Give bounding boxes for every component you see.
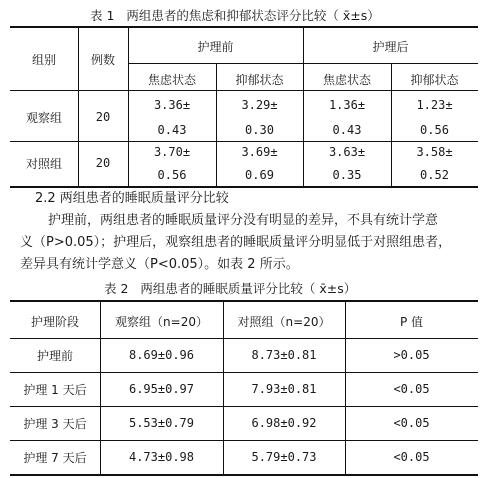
table2-cell-stage: 护理 1 天后 [23, 383, 87, 397]
table1-row-count: 20 [95, 110, 111, 124]
table2-row-rule [10, 406, 478, 407]
table2-top-rule [10, 300, 478, 302]
table2-caption-title: 两组患者的睡眠质量评分比较（ [140, 281, 316, 296]
table2-cell-obs: 5.53±0.79 [128, 416, 195, 430]
table1-cell: 0.52 [420, 168, 449, 182]
table2-cell-stage: 护理 7 天后 [23, 451, 87, 465]
table2-cell-ctrl: 8.73±0.81 [251, 348, 317, 362]
table1-header-after: 护理后 [372, 40, 409, 54]
table1-header-before: 护理前 [197, 40, 234, 54]
table1-cell: 3.58± [416, 145, 453, 159]
table2-cell-stage: 护理 3 天后 [23, 417, 87, 431]
table2-caption-stat: x̄±s [319, 281, 344, 296]
table1-header-rule [10, 90, 478, 91]
table1-cell: 0.56 [157, 168, 187, 182]
table1-cell: 0.56 [420, 123, 449, 137]
table2-row-rule [10, 372, 478, 373]
table1-cell: 0.30 [245, 123, 274, 137]
table1-caption-prefix: 表 1 [90, 8, 115, 23]
table1-caption-title: 两组患者的焦虑和抑郁状态评分比较（ [126, 8, 339, 23]
table2-bottom-rule [10, 474, 478, 476]
table1-header-anxiety: 焦虑状态 [147, 73, 196, 87]
section-paragraph-line: 护理前，两组患者的睡眠质量评分没有明显的差异，不具有统计学意 [48, 213, 439, 228]
table1-cell: 0.43 [332, 123, 362, 137]
table1-cell: 1.36± [328, 98, 366, 112]
table2-header-control: 对照组（n=20） [237, 315, 331, 329]
table1-row-count: 20 [95, 156, 111, 170]
table2-cell-p: <0.05 [393, 382, 430, 396]
table2-cell-ctrl: 6.98±0.92 [251, 416, 317, 430]
table1-cell: 3.29± [241, 98, 278, 112]
table2-cell-stage: 护理前 [36, 349, 73, 363]
section-heading: 2.2 两组患者的睡眠质量评分比较 [35, 191, 229, 206]
table2-caption [104, 279, 356, 297]
table1-cell: 3.36± [153, 98, 191, 112]
table2-header-stage: 护理阶段 [30, 315, 79, 329]
table2-header-rule [10, 338, 478, 339]
table2-header-observation: 观察组（n=20） [115, 315, 208, 329]
table2-cell-p: <0.05 [393, 416, 430, 430]
table2-cell-obs: 8.69±0.96 [128, 348, 195, 362]
table1-header-depression: 抑郁状态 [410, 73, 459, 87]
table2-caption-close: ） [343, 281, 357, 296]
table1-caption-close: ） [367, 8, 380, 23]
section-paragraph-line: 差异具有统计学意义（P<0.05）。如表 2 所示。 [20, 257, 299, 272]
table2-cell-p: <0.05 [393, 450, 430, 464]
table1-row-rule [10, 141, 478, 142]
table2-cell-p: >0.05 [393, 348, 430, 362]
table2-header-p-value: P 值 [399, 315, 424, 329]
table1-header-anxiety: 焦虑状态 [322, 73, 371, 87]
table2-cell-ctrl: 5.79±0.73 [251, 450, 317, 464]
section-paragraph-line: 义（P>0.05）；护理后，观察组患者的睡眠质量评分明显低于对照组患者， [20, 235, 452, 250]
table1-cell: 3.69± [241, 145, 278, 159]
table1-cell: 0.35 [332, 168, 362, 182]
table1-caption [90, 6, 380, 24]
table1-cell: 3.63± [328, 145, 366, 159]
table1-row-group: 对照组 [25, 157, 62, 171]
table2-caption-prefix: 表 2 [104, 281, 129, 296]
table2-cell-ctrl: 7.93±0.81 [251, 382, 317, 396]
table1-cell: 0.43 [157, 123, 187, 137]
table1-header-depression: 抑郁状态 [235, 73, 284, 87]
table1-cell: 1.23± [416, 98, 453, 112]
table1-top-rule [10, 26, 478, 28]
table1-cell: 0.69 [245, 168, 274, 182]
table2-row-rule [10, 440, 478, 441]
table1-row-group: 观察组 [25, 111, 62, 125]
table1-cell: 3.70± [153, 145, 191, 159]
table1-caption-stat: x̄±s [342, 8, 368, 23]
table1-header-group: 组别 [31, 53, 56, 67]
table1-header-count: 例数 [90, 53, 115, 67]
table2-cell-obs: 4.73±0.98 [128, 450, 195, 464]
table2-cell-obs: 6.95±0.97 [128, 382, 195, 396]
